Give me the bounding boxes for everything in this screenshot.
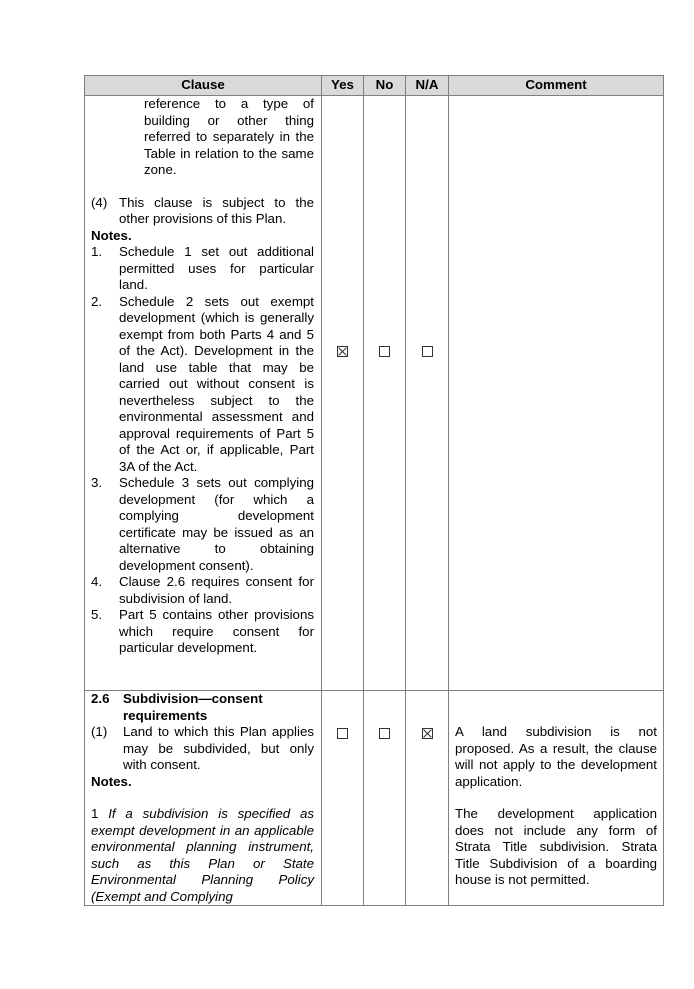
table-row [85, 691, 664, 906]
subclause-text: This clause is subject to the other provisions of this Plan. [119, 194, 314, 226]
clause-title: Subdivision—consent requirements [123, 691, 263, 723]
notes-heading: Notes. [91, 227, 132, 243]
na-checkbox[interactable] [422, 728, 433, 739]
subclause-number: (1) [91, 724, 108, 739]
note-item [91, 244, 314, 294]
yes-cell [322, 691, 364, 906]
note-number: 3. [91, 475, 103, 490]
yes-checkbox[interactable] [337, 346, 348, 357]
comment-paragraph: The development application does not include any form of Strata Title subdivision. Strata Title Subdivision of a boarding house is not permitted. [455, 806, 657, 887]
na-cell [406, 96, 449, 691]
header-row [85, 76, 664, 96]
note-body: If a subdivision is specified as exempt development in an applicable environmental planning instrument, such as this Plan or State Environmental Planning Policy (Exempt and Complying [91, 806, 314, 904]
header-yes: Yes [322, 76, 364, 96]
na-cell [406, 691, 449, 906]
continued-text: reference to a type of building or other thing referred to separately in the Table in relation to the same zone. [144, 96, 314, 177]
note-text: Schedule 1 set out additional permitted uses for particular land. [119, 244, 314, 292]
note-text: Schedule 3 sets out complying development (for which a complying development certificate may be issued as an alternative to obtaining development consent). [119, 475, 314, 573]
header-clause: Clause [85, 76, 322, 96]
note-item [91, 475, 314, 574]
notes-heading: Notes. [91, 773, 132, 789]
yes-checkbox[interactable] [337, 728, 348, 739]
note-item [91, 607, 314, 657]
comment-paragraph: A land subdivision is not proposed. As a result, the clause will not apply to the development application. [455, 724, 657, 789]
no-checkbox[interactable] [379, 346, 390, 357]
comment-cell [449, 96, 664, 691]
header-comment: Comment [449, 76, 664, 96]
header-no: No [364, 76, 406, 96]
note-text: Part 5 contains other provisions which require consent for particular development. [119, 607, 314, 655]
comment-cell [449, 691, 664, 906]
subclause-text: Land to which this Plan applies may be subdivided, but only with consent. [123, 724, 314, 772]
note-number: 5. [91, 607, 103, 622]
note-text: Clause 2.6 requires consent for subdivision of land. [119, 574, 314, 606]
no-checkbox[interactable] [379, 728, 390, 739]
table-row [85, 96, 664, 691]
note-number: 1 [91, 806, 99, 821]
note-text [91, 806, 314, 905]
header-na: N/A [406, 76, 449, 96]
no-cell [364, 96, 406, 691]
clause-cell [85, 691, 322, 906]
subclause-1 [91, 724, 314, 774]
yes-cell [322, 96, 364, 691]
subclause-number: (4) [91, 194, 108, 210]
no-cell [364, 691, 406, 906]
note-number: 4. [91, 574, 103, 589]
clause-cell [85, 96, 322, 691]
note-number: 1. [91, 244, 103, 259]
clause-heading [91, 691, 314, 724]
na-checkbox[interactable] [422, 346, 433, 357]
compliance-table [84, 75, 664, 906]
note-item [91, 574, 314, 607]
note-number: 2. [91, 293, 103, 309]
subclause-4 [91, 195, 314, 228]
note-text: Schedule 2 sets out exempt development (which is generally exempt from both Parts 4 and 5 of the Act). Development in the land use table that may be carried out without consent is nevertheless subject to the environmental assessment and approval requirements of Part 5 of the Act or, if applicable, Part 3A of the Act. [119, 293, 314, 474]
clause-number: 2.6 [91, 691, 110, 706]
note-item [91, 294, 314, 476]
